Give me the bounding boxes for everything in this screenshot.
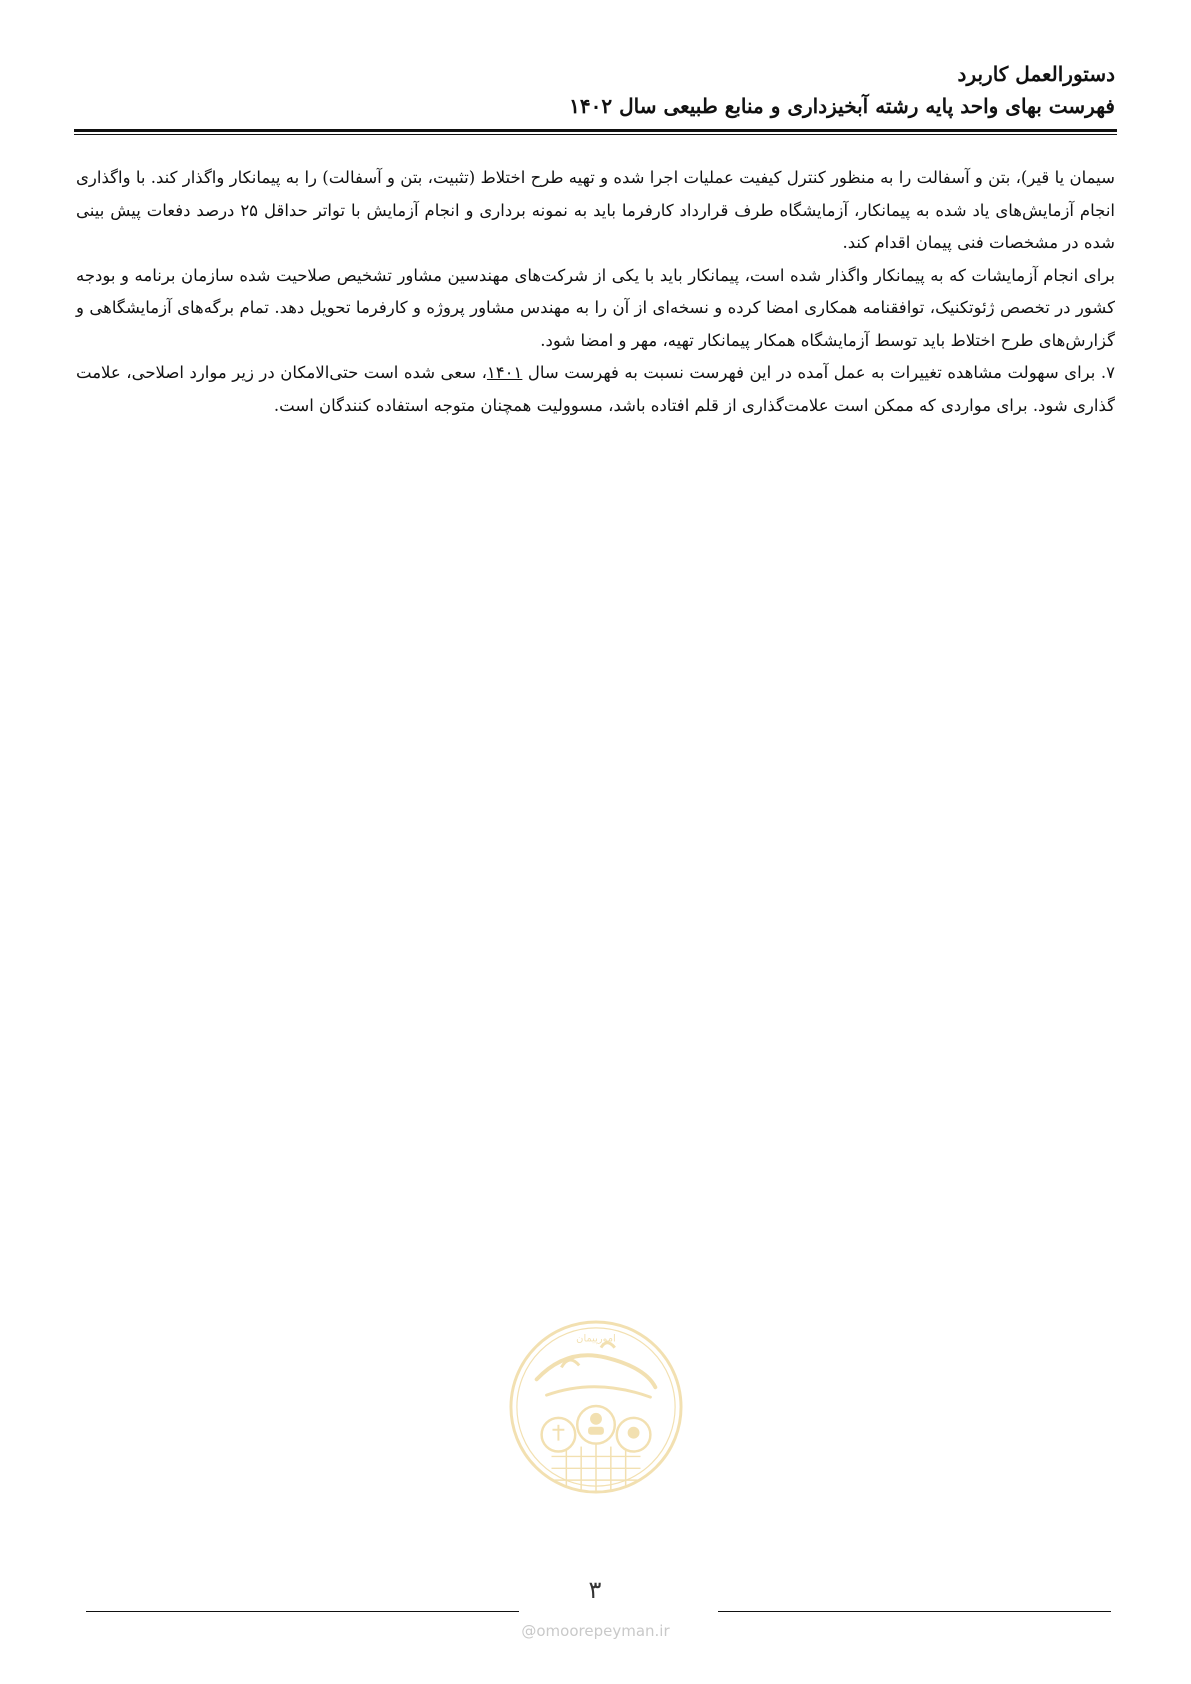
footer-rule-right [718, 1611, 1111, 1612]
footer-rule-left [86, 1611, 519, 1612]
omoorepeyman-logo-icon [507, 1318, 685, 1496]
header-title: دستورالعمل کاربرد [957, 62, 1115, 86]
paragraph-1: سیمان یا قیر)، بتن و آسفالت را به منظور کنترل کیفیت عملیات اجرا شده و تهیه طرح اختلاط (تثبیت، بتن و آسفالت) را به پیمانکار واگذار کند. با واگذاری انجام آزمایش‌های یاد شده به پیمانکار، آزمایشگاه طرف قرارداد کارفرما باید به نمونه برداری و انجام آزمایش با تواتر حداقل ۲۵ درصد دفعات پیش بینی شده در مشخصات فنی پیمان اقدام کند. [76, 168, 1115, 252]
paragraph-3 [76, 357, 1115, 422]
paragraph-3-start: ۷. برای سهولت مشاهده تغییرات به عمل آمده در این فهرست نسبت به فهرست سال [522, 363, 1115, 382]
header-rule-thick [74, 129, 1117, 132]
header-rule-thin [74, 134, 1117, 135]
header-subtitle: فهرست بهای واحد پایه رشته آبخیزداری و منابع طبیعی سال ۱۴۰۲ [569, 94, 1115, 118]
changed-year: ۱۴۰۱ [486, 363, 523, 382]
paragraph-3-end: ، سعی شده است حتی‌الامکان در زیر موارد اصلاحی، علامت گذاری شود. برای مواردی که ممکن است علامت‌گذاری از قلم افتاده باشد، مسوولیت همچنان متوجه استفاده کنندگان است. [76, 363, 1115, 415]
page-number: ۳ [588, 1576, 602, 1604]
document-header [76, 58, 1115, 122]
body-text [76, 162, 1115, 422]
watermark-url: @omoorepeyman.ir [521, 1622, 670, 1640]
logo-text: امورپیمان [576, 1333, 616, 1345]
paragraph-2: برای انجام آزمایشات که به پیمانکار واگذار شده است، پیمانکار باید با یکی از شرکت‌های مهندسین مشاور تشخیص صلاحیت شده سازمان برنامه و بودجه کشور در تخصص ژئوتکنیک، توافقنامه همکاری امضا کرده و نسخه‌ای از آن را به مهندس مشاور پروژه و کارفرما تحویل دهد. تمام برگه‌های آزمایشگاهی و گزارش‌های طرح اختلاط باید توسط آزمایشگاه همکار پیمانکار تهیه، مهر و امضا شود. [76, 265, 1115, 350]
